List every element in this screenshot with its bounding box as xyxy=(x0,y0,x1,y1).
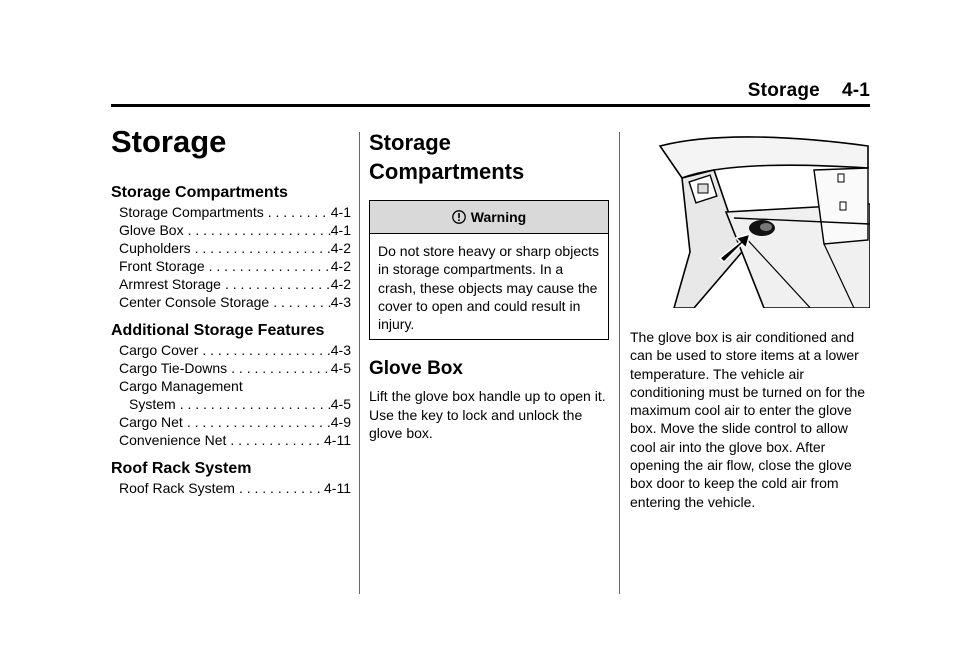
toc-entry[interactable]: Cargo Net . . . 4-9 xyxy=(111,413,351,431)
section-title-line2: Compartments xyxy=(369,159,525,184)
warning-label: Warning xyxy=(470,209,527,225)
toc-entry[interactable]: Cupholders . . . 4-2 xyxy=(111,239,351,257)
toc-heading: Additional Storage Features xyxy=(111,322,325,339)
glovebox-title: Glove Box xyxy=(369,358,463,380)
column-divider-2 xyxy=(619,132,620,594)
content-column-3 xyxy=(630,132,870,511)
warning-icon xyxy=(452,210,466,224)
section-title-line1: Storage xyxy=(369,130,451,155)
toc-entry[interactable]: Cargo Tie-Downs . . . 4-5 xyxy=(111,359,351,377)
toc-entry[interactable]: Glove Box . . . 4-1 xyxy=(111,221,351,239)
toc-heading: Storage Compartments xyxy=(111,184,288,201)
toc-entry[interactable]: Storage Compartments . . . 4-1 xyxy=(111,203,351,221)
page-title: Storage xyxy=(111,124,227,159)
glovebox-text: Lift the glove box handle up to open it. Use the key to lock and unlock the glove box. xyxy=(369,388,606,442)
toc-entry[interactable]: Roof Rack System . . . 4-11 xyxy=(111,479,351,497)
warning-header xyxy=(370,201,608,234)
toc-section-roof-rack xyxy=(111,459,351,497)
toc-section-storage-compartments xyxy=(111,183,351,311)
column-divider-1 xyxy=(359,132,360,594)
toc-entry[interactable]: Center Console Storage . . . 4-3 xyxy=(111,293,351,311)
toc-entry[interactable]: Cargo Management xyxy=(119,378,243,394)
running-head xyxy=(748,80,870,102)
toc-column xyxy=(111,124,351,507)
toc-entry-continued[interactable]: System . . . 4-5 xyxy=(111,395,351,413)
header-section: Storage xyxy=(747,80,820,101)
toc-entry[interactable]: Convenience Net . . . 4-11 xyxy=(111,431,351,449)
warning-text: Do not store heavy or sharp objects in storage compartments. In a crash, these objects may cause the cover to open and could result in injury. xyxy=(378,243,600,333)
toc-entry[interactable]: Cargo Cover . . . 4-3 xyxy=(111,341,351,359)
toc-heading: Roof Rack System xyxy=(111,460,252,477)
glove-box-illustration xyxy=(654,132,870,308)
header-page-number: 4-1 xyxy=(841,80,870,101)
header-rule xyxy=(111,104,870,107)
content-column-2 xyxy=(369,128,609,442)
warning-box xyxy=(369,200,609,340)
toc-section-additional-storage xyxy=(111,321,351,449)
glovebox-ac-text: The glove box is air conditioned and can be used to store items at a lower temperature. The vehicle air conditioning must be turned on for the maximum cool air to enter the glove box. Move the slide control to allow cool air into the glove box. After opening the air flow, close the glove box door to keep the cold air from entering the vehicle. xyxy=(630,329,866,510)
toc-entry[interactable]: Front Storage . . . 4-2 xyxy=(111,257,351,275)
page-header xyxy=(111,80,870,106)
toc-entry[interactable]: Armrest Storage . . . 4-2 xyxy=(111,275,351,293)
